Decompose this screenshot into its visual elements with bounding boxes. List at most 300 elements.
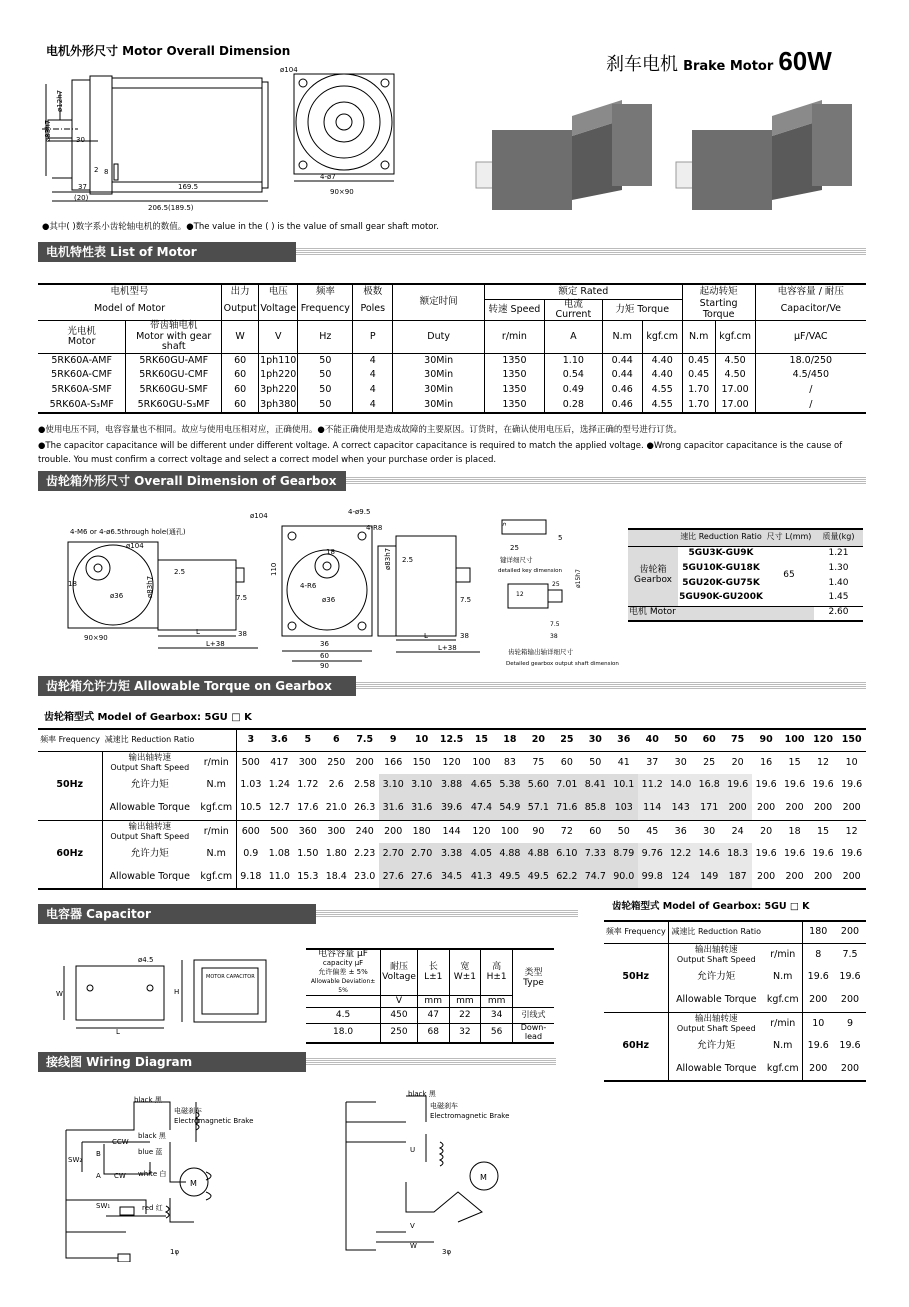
tq-value: 8.41	[581, 774, 609, 797]
table-row	[628, 546, 863, 561]
gb-38b: 38	[460, 632, 469, 640]
gb-60: 60	[320, 652, 329, 660]
u-a: A	[544, 321, 602, 353]
w-brake-en2: Electromagnetic Brake	[430, 1112, 510, 1120]
cap-h-cap-cn: 电容容量 μF	[318, 949, 368, 959]
w-brake-en: Electromagnetic Brake	[174, 1117, 254, 1125]
capacitor-table	[306, 948, 554, 1044]
tq-value: 2.6	[328, 779, 344, 791]
char-cell: 30Min	[393, 353, 485, 368]
gearbox-dimension-drawing	[40, 506, 620, 672]
t2-freq: 60Hz	[604, 1012, 668, 1081]
motor-photos	[472, 90, 862, 230]
h-opt-cn: 光电机	[67, 325, 96, 337]
tq-value: 14.6	[695, 843, 723, 866]
tq-value: 49.5	[496, 866, 524, 889]
gb-box-en: Gearbox	[634, 575, 672, 585]
tq-value: 10	[845, 756, 858, 768]
cap-h-l-cn: 长	[428, 961, 438, 972]
tq-unit: r/min	[197, 751, 236, 774]
char-cell: 0.44	[602, 353, 642, 368]
char-cell: 5RK60GU-CMF	[126, 368, 222, 383]
tq-value: 25	[703, 756, 716, 768]
tq-value: 1.08	[268, 848, 290, 860]
h-rated: 额定 Rated	[558, 285, 609, 297]
h-opt-en: Motor	[67, 336, 96, 348]
t2-value: 7.5	[842, 948, 858, 960]
key-38: 38	[550, 633, 558, 640]
tq-value: 19.6	[841, 848, 863, 860]
tq-value: 16	[760, 756, 773, 768]
gb-mass: 1.21	[828, 547, 849, 558]
char-cell: 17.00	[715, 398, 755, 413]
cap-L: L	[116, 1028, 120, 1035]
tq-value: 417	[270, 756, 289, 768]
tq-freq: 60Hz	[38, 820, 102, 889]
decor-band	[306, 1058, 556, 1066]
w-a: A	[96, 1172, 101, 1180]
tq-value: 200	[842, 802, 861, 814]
tq-h-blank	[197, 729, 236, 751]
h-start-cn: 起动转矩	[699, 285, 738, 297]
char-cell: 18.0/250	[789, 354, 833, 366]
note-capacitor-en-2: trouble. You must confirm a correct voltage and select a correct model when your purchase order is placed.	[38, 455, 497, 465]
char-cell: 4.50	[715, 368, 755, 383]
tq-ratio: 120	[813, 734, 833, 746]
key-en: detailed key dimension	[498, 568, 562, 574]
h-freq-cn: 频率	[315, 285, 335, 297]
tq-ratio: 12.5	[439, 734, 464, 746]
char-cell: 50	[298, 398, 353, 413]
char-cell: 3ph220	[259, 383, 298, 398]
tq-value: 3.38	[436, 843, 467, 866]
tq-value: 1.80	[325, 848, 347, 860]
w-ccw: CCW	[112, 1138, 129, 1146]
table-row	[38, 368, 866, 383]
decor-band	[316, 910, 578, 918]
tq-value: 4.88	[524, 843, 552, 866]
dim-206: 206.5(189.5)	[148, 204, 194, 212]
tq-value: 187	[723, 866, 751, 889]
tq-value: 171	[695, 797, 723, 820]
char-cell: /	[809, 384, 813, 396]
tq-value: 5.38	[496, 774, 524, 797]
cap-h-h-en: H±1	[486, 971, 507, 982]
char-cell: 4.55	[642, 383, 682, 398]
h-gear-cn: 带齿轴电机	[149, 320, 198, 332]
char-cell: 0.46	[602, 398, 642, 413]
dim-90: 90×90	[330, 188, 354, 196]
gb-90b: 90	[320, 662, 329, 670]
t2-value: 19.6	[839, 1040, 861, 1052]
tq-value: 19.6	[784, 779, 806, 791]
h-start-en: Starting Torque	[699, 298, 738, 320]
tq-value: 60	[560, 756, 573, 768]
cap-cell: 56	[481, 1024, 513, 1043]
t2-value: 200	[840, 994, 860, 1006]
table-row	[38, 353, 866, 368]
w-w: W	[410, 1242, 417, 1250]
w-sw2: SW₂	[68, 1156, 83, 1164]
dim-8: 8	[104, 168, 109, 176]
t2-unit: N.m	[764, 1035, 802, 1058]
gb-h-mass: 质量(kg)	[814, 529, 863, 546]
shaft-en: Detailed gearbox output shaft dimension	[506, 661, 619, 667]
char-cell: 0.28	[544, 398, 602, 413]
cap-cell: 4.5	[306, 1008, 381, 1024]
gb-box-cell	[628, 546, 678, 606]
table-row	[38, 751, 866, 774]
tq-value: 10.5	[240, 802, 262, 814]
tq-value: 2.70	[407, 843, 435, 866]
char-cell: 1.10	[544, 353, 602, 368]
tq-value: 99.8	[638, 866, 666, 889]
u-v: V	[259, 321, 298, 353]
tq-value: 600	[241, 825, 260, 837]
char-cell: 4	[353, 383, 393, 398]
tq-ratio: 60	[702, 734, 716, 746]
tq-value: 12	[845, 825, 858, 837]
torque-header	[38, 729, 866, 751]
char-cell: 5RK60GU-SMF	[126, 383, 222, 398]
tq-value: 31.6	[407, 797, 435, 820]
tq-value: 120	[442, 756, 461, 768]
u-rmin: r/min	[485, 321, 545, 353]
cap-cell: 47	[417, 1008, 449, 1024]
w-u: U	[410, 1146, 416, 1154]
w-m2: M	[480, 1173, 487, 1182]
tq-value: 200	[785, 802, 804, 814]
u-p: P	[353, 321, 393, 353]
table-row	[306, 1008, 554, 1024]
w-white: white 白	[138, 1170, 167, 1178]
power-rating: 60W	[778, 46, 832, 76]
h-out-cn: 出力	[230, 285, 250, 297]
t2-value: 9	[846, 1017, 854, 1029]
gb-d36: ø36	[110, 592, 124, 600]
tq-value: 100	[500, 825, 519, 837]
h-volt-en: Voltage	[260, 303, 297, 315]
tq-label: Allowable Torque	[109, 802, 190, 814]
decor-band	[356, 682, 866, 690]
key-cn: 键详细尺寸	[500, 556, 533, 564]
cap-h-t-en: Type	[523, 977, 544, 988]
tq-value: 41.3	[467, 866, 495, 889]
tq-ratio: 10	[415, 734, 429, 746]
tq-value: 27.6	[379, 866, 407, 889]
tq-value: 200	[355, 756, 374, 768]
tq-value: 47.4	[467, 797, 495, 820]
w-brake-cn: 电磁刹车	[174, 1107, 202, 1115]
tq-value: 16.8	[695, 774, 723, 797]
dim-2: 2	[94, 166, 99, 174]
table-row	[38, 866, 866, 889]
gb-L: 65	[783, 570, 795, 581]
tq-value: 200	[757, 802, 776, 814]
tq-value: 4.65	[467, 774, 495, 797]
torque2-table	[604, 920, 866, 1082]
t2-unit: N.m	[764, 966, 802, 989]
tq-ratio: 5	[304, 734, 312, 746]
tq-ratio: 18	[503, 734, 517, 746]
tq-value: 85.8	[581, 797, 609, 820]
key-25c: 25	[552, 581, 560, 588]
dim-4d7: 4-ø7	[320, 173, 336, 181]
tq-value: 250	[327, 756, 346, 768]
cap-h-dev-en: Allowable Deviation± 5%	[310, 978, 376, 994]
t2-value: 200	[809, 994, 828, 1006]
tq-value: 54.9	[496, 797, 524, 820]
w-black3: black 黑	[408, 1090, 436, 1098]
tq-value: 72	[560, 825, 573, 837]
cap-h-l-en: L±1	[424, 971, 443, 982]
char-cell: 50	[298, 383, 353, 398]
gb-mass: 1.40	[828, 577, 849, 588]
wiring-title: 接线图 Wiring Diagram	[46, 1055, 193, 1069]
w-v: V	[410, 1222, 415, 1230]
u-w: W	[222, 321, 259, 353]
tq-value: 1.03	[240, 779, 262, 791]
tq-value: 23.0	[354, 870, 376, 882]
tq-h-ratio: 减速比 Reduction Ratio	[104, 734, 195, 744]
char-cell: 17.00	[715, 383, 755, 398]
table-row	[604, 943, 866, 966]
tq-value: 8.79	[610, 843, 638, 866]
gb-d95: 4-ø9.5	[348, 508, 371, 516]
gb-ratio: 5GU10K-GU18K	[682, 562, 760, 573]
tq-value: 19.6	[723, 774, 751, 797]
cap-cell: 450	[381, 1008, 418, 1024]
char-cell: 3ph380	[259, 398, 298, 413]
tq-ratio: 25	[560, 734, 574, 746]
gb-18b: 18	[326, 548, 335, 556]
h-gear-en: Motor with gear shaft	[136, 330, 212, 353]
tq-value: 19.6	[841, 779, 863, 791]
tq-label: 允许力矩	[130, 779, 169, 791]
char-cell: 4.40	[642, 368, 682, 383]
tq-value: 83	[503, 756, 516, 768]
gb-36: 36	[320, 640, 329, 648]
motor-dimension-title: 电机外形尺寸 Motor Overall Dimension	[46, 44, 291, 58]
h-model-en: Model of Motor	[93, 303, 166, 315]
char-cell: 60	[222, 368, 259, 383]
t2-label: Allowable Torque	[676, 994, 757, 1006]
w-m: M	[190, 1179, 197, 1188]
gearbox-title-bar	[38, 471, 346, 491]
tq-value: 20	[731, 756, 744, 768]
tq-value: 50	[617, 825, 630, 837]
capacitor-rows	[306, 1008, 554, 1043]
tq-value: 36	[674, 825, 687, 837]
key-75: 7.5	[550, 621, 560, 628]
tq-value: 2.70	[379, 843, 407, 866]
tq-value: 31.6	[379, 797, 407, 820]
char-cell: 4	[353, 368, 393, 383]
capacitor-drawing	[54, 950, 304, 1035]
char-cell: 4.55	[642, 398, 682, 413]
tq-value: 18	[788, 825, 801, 837]
tq-value: 19.6	[755, 848, 777, 860]
cap-u-mm2: mm	[449, 996, 481, 1008]
tq-value: 30	[703, 825, 716, 837]
h-current: 电流 Current	[555, 298, 592, 320]
wiring-diagram	[46, 1082, 566, 1262]
gb-h-ratio: 速比 Reduction Ratio	[678, 529, 764, 546]
key-12: 12	[516, 591, 524, 598]
tq-value: 39.6	[436, 797, 467, 820]
t2-value: 8	[815, 948, 822, 960]
tq-value: 300	[298, 756, 317, 768]
h-poles-cn: 极数	[363, 285, 383, 297]
tq-h-freq: 频率 Frequency	[40, 734, 100, 744]
tq-value: 17.6	[297, 802, 319, 814]
gb-d83b: ø83h7	[384, 547, 392, 570]
table-row	[38, 383, 866, 398]
char-cell: 5RK60A-CMF	[38, 368, 126, 383]
tq-value: 49.5	[524, 866, 552, 889]
tq-value: 12	[817, 756, 830, 768]
cap-u-mm1: mm	[417, 996, 449, 1008]
cap-cell: 22	[449, 1008, 481, 1024]
tq-value: 60	[589, 825, 602, 837]
tq-ratio: 6	[332, 734, 340, 746]
gearbox-table	[628, 528, 863, 622]
tq-value: 7.01	[553, 774, 581, 797]
tq-value: 200	[842, 870, 861, 882]
tq-value: 180	[412, 825, 431, 837]
char-cell: 1350	[485, 368, 545, 383]
tq-unit: N.m	[197, 843, 236, 866]
tq-value: 90	[532, 825, 545, 837]
tq-label-en: Output Shaft Speed	[110, 831, 190, 841]
tq-value: 11.0	[268, 870, 290, 882]
t2-freq: 50Hz	[604, 943, 668, 1012]
tq-value: 30	[674, 756, 687, 768]
tq-value: 18.3	[723, 843, 751, 866]
h-cap-en: Capacitor/Ve	[780, 303, 841, 315]
tq-value: 20	[760, 825, 773, 837]
gb-motor: 电机 Motor	[628, 606, 814, 621]
tq-value: 200	[813, 870, 833, 882]
dim-d83: ø83h7	[44, 119, 52, 142]
char-cell: 4.40	[642, 353, 682, 368]
char-cell: 1350	[485, 353, 545, 368]
h-torque: 力矩 Torque	[615, 303, 670, 315]
cap-d45: ø4.5	[138, 956, 154, 964]
tq-value: 300	[327, 825, 346, 837]
tq-value: 12.2	[666, 843, 694, 866]
gb-motor-mass: 2.60	[828, 607, 849, 618]
tq-ratio: 90	[759, 734, 773, 746]
tq-ratio: 9	[389, 734, 397, 746]
note-capacitor-cn: ●使用电压不同，电容容量也不相同。故应与使用电压相对应，正确使用。●不能正确使用是造成故障的主要原因。订货时，在确认使用电压后，选择正确的型号进行订货。	[38, 425, 682, 435]
note-capacitor-en-1: ●The capacitor capacitance will be different under different voltage. A correct capacitor capacitance is required to match the applied voltage. ●Wrong capacitor capacitance is the cause of	[38, 441, 843, 451]
tq-value: 45	[646, 825, 659, 837]
tq-ratio: 15	[474, 734, 489, 746]
gb-90: 90×90	[84, 634, 108, 642]
tq-value: 0.9	[243, 848, 259, 860]
dim-30: 30	[76, 136, 85, 144]
char-title: 电机特性表 List of Motor Characteristics	[46, 245, 197, 279]
tq-value: 200	[757, 870, 776, 882]
gb-mass: 1.45	[828, 592, 849, 603]
gb-box-cn: 齿轮箱	[639, 565, 667, 576]
cap-title-bar	[38, 904, 316, 924]
shaft-cn: 齿轮箱输出轴详细尺寸	[508, 648, 573, 656]
tq-ratio: 36	[617, 734, 631, 746]
char-cell: 50	[298, 368, 353, 383]
tq-value: 19.6	[812, 779, 834, 791]
tq-ratio: 7.5	[356, 734, 374, 746]
characteristics-rows	[38, 353, 866, 413]
tq-value: 200	[723, 797, 751, 820]
tq-value: 2.23	[354, 848, 376, 860]
tq-freq: 50Hz	[38, 751, 102, 820]
w-black1: black 黑	[134, 1096, 162, 1104]
cap-cell: 34	[481, 1008, 513, 1024]
key-15: ø15h7	[575, 569, 582, 588]
cap-h-v-cn: 耐压	[390, 961, 409, 972]
t2-h-freq: 频率 Frequency	[604, 921, 668, 943]
w-1ph: 1φ	[170, 1248, 180, 1256]
tq-label	[102, 751, 197, 774]
dim-d104: ø104	[280, 66, 298, 74]
tq-label-cn: 输出轴转速	[128, 822, 171, 833]
gb-r8: 4-R8	[366, 524, 383, 532]
tq-value: 1.24	[268, 779, 290, 791]
t2-value: 19.6	[839, 971, 861, 983]
char-cell: 5RK60A-AMF	[38, 353, 126, 368]
table-row	[38, 398, 866, 413]
dim-169: 169.5	[178, 183, 199, 191]
u-kgf: kgf.cm	[642, 321, 682, 353]
char-title-bar	[38, 242, 296, 279]
tq-ratio: 50	[674, 734, 688, 746]
t2-unit: kgf.cm	[764, 1058, 802, 1081]
tq-value: 71.6	[553, 797, 581, 820]
tq-value: 14.0	[666, 774, 694, 797]
t2-label-cn: 输出轴转速	[694, 1014, 738, 1025]
cap-title: 电容器 Capacitor	[46, 907, 151, 921]
tq-value: 19.6	[812, 848, 834, 860]
tq-value: 114	[638, 797, 666, 820]
tq-value: 15.3	[297, 870, 319, 882]
tq-value: 15	[788, 756, 801, 768]
tq-value: 149	[695, 866, 723, 889]
t2-label: 允许力矩	[697, 1040, 736, 1052]
h-freq-en: Frequency	[300, 303, 350, 315]
tq-value: 75	[532, 756, 545, 768]
tq-value: 2.58	[354, 779, 376, 791]
tq-value: 19.6	[784, 848, 806, 860]
torque2-model: 齿轮箱型式 Model of Gearbox: 5GU □ K	[612, 901, 810, 912]
tq-ratio: 100	[784, 734, 805, 746]
char-cell: 5RK60GU-S₃MF	[126, 398, 222, 413]
w-brake-cn2: 电磁刹车	[430, 1102, 458, 1110]
tq-value: 143	[666, 797, 694, 820]
char-cell: 5RK60GU-AMF	[126, 353, 222, 368]
h-volt-cn: 电压	[268, 285, 288, 297]
char-cell: 0.46	[602, 383, 642, 398]
h-cap-cn: 电容容量 / 耐压	[777, 285, 844, 297]
char-cell: 30Min	[393, 383, 485, 398]
t2-label	[668, 1012, 764, 1035]
tq-value: 3.88	[436, 774, 467, 797]
tq-value: 62.2	[553, 866, 581, 889]
tq-value: 6.10	[553, 843, 581, 866]
brake-title-cn: 刹车电机	[606, 54, 678, 75]
gb-ratio: 5GU3K-GU9K	[688, 547, 754, 558]
